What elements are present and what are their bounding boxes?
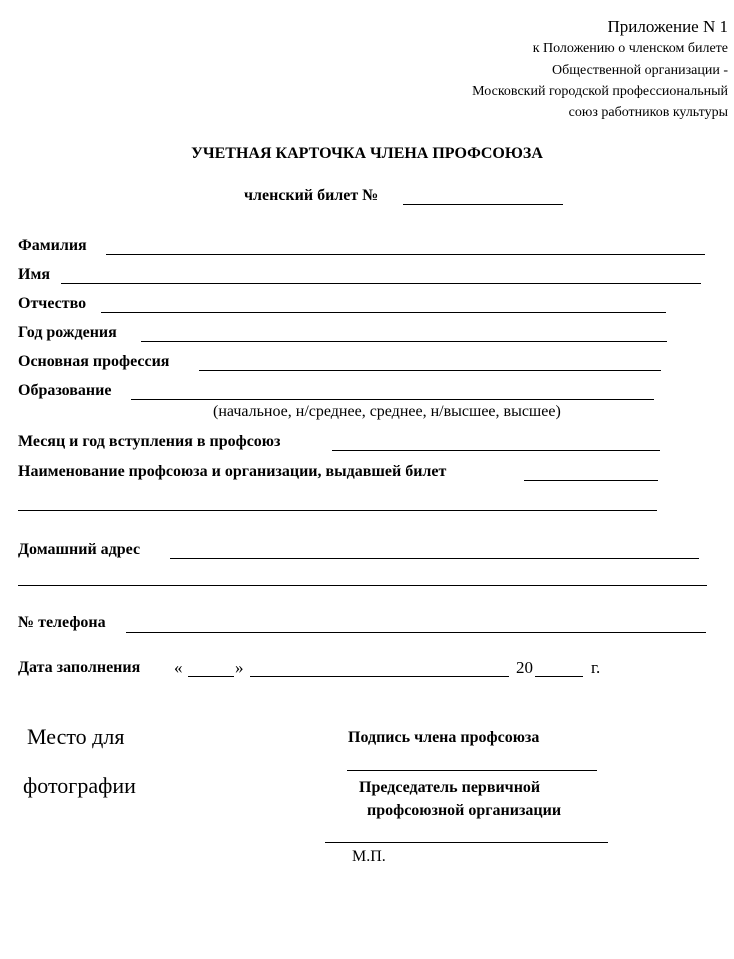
fill-date-quote-open: « [174,658,183,677]
issuer-label: Наименование профсоюза и организации, выдавшей билет [18,463,447,480]
education-line[interactable] [131,399,654,400]
name-label: Имя [18,266,50,283]
patronymic-line[interactable] [101,312,666,313]
appendix-line-3: Московский городской профессиональный [472,84,728,99]
birth-year-label: Год рождения [18,324,117,341]
fill-date-year-prefix: 20 [516,658,533,677]
surname-label: Фамилия [18,237,87,254]
fill-date-label: Дата заполнения [18,659,141,676]
appendix-line-2: Общественной организации - [552,63,728,78]
fill-date-year-line[interactable] [535,676,583,677]
chair-signature-line[interactable] [325,842,608,843]
appendix-line-1: к Положению о членском билете [532,41,728,56]
member-signature-line[interactable] [347,770,597,771]
education-label: Образование [18,382,112,399]
address-label: Домашний адрес [18,541,141,558]
fill-date-month-line[interactable] [250,676,509,677]
fill-date-day-line[interactable] [188,676,234,677]
photo-placeholder-line-1: Место для [27,724,125,749]
issuer-line-2[interactable] [18,510,657,511]
join-date-label: Месяц и год вступления в профсоюз [18,433,281,450]
phone-line[interactable] [126,632,706,633]
patronymic-label: Отчество [18,295,87,312]
phone-label: № телефона [18,614,106,631]
education-hint: (начальное, н/среднее, среднее, н/высшее, высшее) [213,403,561,420]
name-line[interactable] [61,283,701,284]
address-line[interactable] [170,558,699,559]
address-line-2[interactable] [18,585,707,586]
issuer-line[interactable] [524,480,658,481]
fill-date-year-suffix: г. [591,658,601,677]
profession-label: Основная профессия [18,353,170,370]
card-number-label: членский билет № [244,187,379,204]
card-number-line[interactable] [403,204,563,205]
fill-date-quote-close: » [235,658,244,677]
join-date-line[interactable] [332,450,660,451]
profession-line[interactable] [199,370,661,371]
chair-label-line-1: Председатель первичной [359,779,541,796]
document-title: УЧЕТНАЯ КАРТОЧКА ЧЛЕНА ПРОФСОЮЗА [191,145,543,162]
member-signature-label: Подпись члена профсоюза [348,729,540,746]
birth-year-line[interactable] [141,341,667,342]
stamp-label: М.П. [352,848,386,865]
appendix-title: Приложение N 1 [607,17,728,36]
surname-line[interactable] [106,254,705,255]
appendix-line-4: союз работников культуры [568,105,728,120]
chair-label-line-2: профсоюзной организации [367,802,562,819]
photo-placeholder-line-2: фотографии [23,773,136,798]
